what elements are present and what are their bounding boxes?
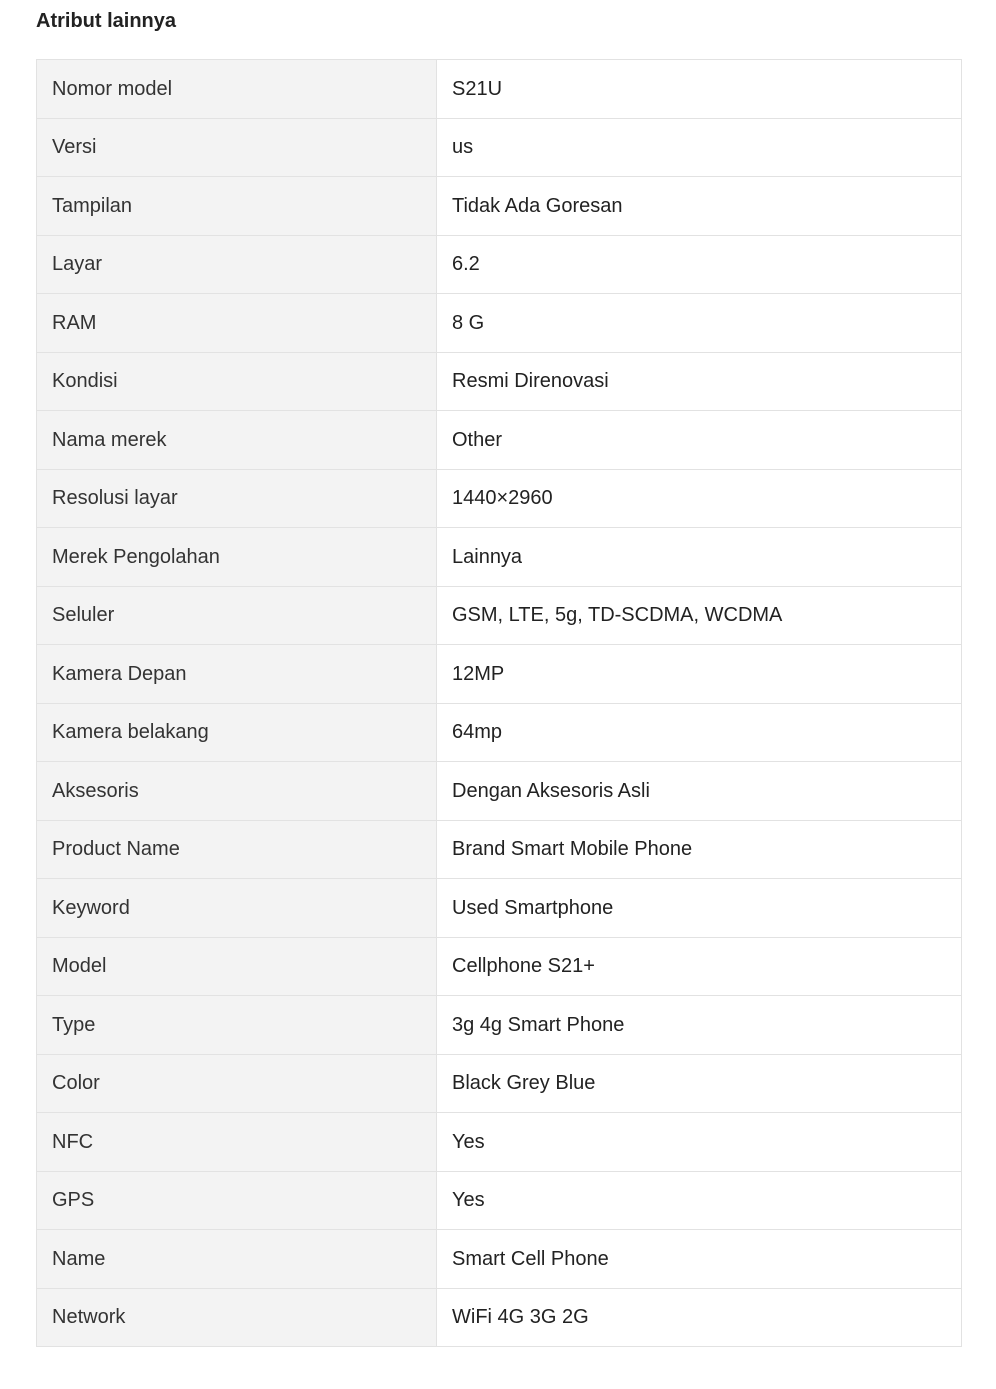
attribute-name: Network <box>37 1288 437 1347</box>
attribute-value: 6.2 <box>437 235 962 294</box>
attribute-name: Aksesoris <box>37 762 437 821</box>
table-row <box>37 645 962 704</box>
table-row <box>37 60 962 119</box>
table-row <box>37 177 962 236</box>
table-row <box>37 1230 962 1289</box>
attribute-name: Model <box>37 937 437 996</box>
attribute-value: Yes <box>437 1171 962 1230</box>
table-row <box>37 820 962 879</box>
table-row <box>37 586 962 645</box>
attributes-table-body <box>37 60 962 1347</box>
attribute-value: Resmi Direnovasi <box>437 352 962 411</box>
table-row <box>37 937 962 996</box>
attribute-value: 8 G <box>437 294 962 353</box>
attribute-name: Merek Pengolahan <box>37 528 437 587</box>
table-row <box>37 235 962 294</box>
attribute-name: Tampilan <box>37 177 437 236</box>
attributes-table <box>36 59 962 1347</box>
attribute-name: Keyword <box>37 879 437 938</box>
table-row <box>37 1171 962 1230</box>
attribute-name: Nama merek <box>37 411 437 470</box>
attribute-value: Smart Cell Phone <box>437 1230 962 1289</box>
attribute-value: 12MP <box>437 645 962 704</box>
attribute-name: Kamera Depan <box>37 645 437 704</box>
table-row <box>37 1054 962 1113</box>
table-row <box>37 528 962 587</box>
attribute-name: NFC <box>37 1113 437 1172</box>
attribute-value: Tidak Ada Goresan <box>437 177 962 236</box>
table-row <box>37 352 962 411</box>
attribute-name: Seluler <box>37 586 437 645</box>
attribute-value: 64mp <box>437 703 962 762</box>
table-row <box>37 469 962 528</box>
attribute-name: Color <box>37 1054 437 1113</box>
attribute-value: Dengan Aksesoris Asli <box>437 762 962 821</box>
attribute-name: RAM <box>37 294 437 353</box>
table-row <box>37 762 962 821</box>
table-row <box>37 703 962 762</box>
section-title: Atribut lainnya <box>36 10 177 32</box>
attribute-value: Lainnya <box>437 528 962 587</box>
attribute-value: WiFi 4G 3G 2G <box>437 1288 962 1347</box>
attribute-value: Other <box>437 411 962 470</box>
attribute-name: Product Name <box>37 820 437 879</box>
attribute-name: Nomor model <box>37 60 437 119</box>
attribute-value: Yes <box>437 1113 962 1172</box>
attribute-value: Black Grey Blue <box>437 1054 962 1113</box>
attribute-value: GSM, LTE, 5g, TD-SCDMA, WCDMA <box>437 586 962 645</box>
attribute-value: S21U <box>437 60 962 119</box>
table-row <box>37 1288 962 1347</box>
attribute-name: Kondisi <box>37 352 437 411</box>
table-row <box>37 996 962 1055</box>
attribute-name: Resolusi layar <box>37 469 437 528</box>
attribute-value: Brand Smart Mobile Phone <box>437 820 962 879</box>
attribute-value: us <box>437 118 962 177</box>
attribute-name: Layar <box>37 235 437 294</box>
table-row <box>37 411 962 470</box>
table-row <box>37 294 962 353</box>
attribute-value: Cellphone S21+ <box>437 937 962 996</box>
attribute-name: Type <box>37 996 437 1055</box>
table-row <box>37 1113 962 1172</box>
table-row <box>37 879 962 938</box>
attribute-name: GPS <box>37 1171 437 1230</box>
attribute-value: 1440×2960 <box>437 469 962 528</box>
table-row <box>37 118 962 177</box>
attribute-name: Kamera belakang <box>37 703 437 762</box>
attribute-name: Name <box>37 1230 437 1289</box>
attribute-name: Versi <box>37 118 437 177</box>
attribute-value: 3g 4g Smart Phone <box>437 996 962 1055</box>
attribute-value: Used Smartphone <box>437 879 962 938</box>
